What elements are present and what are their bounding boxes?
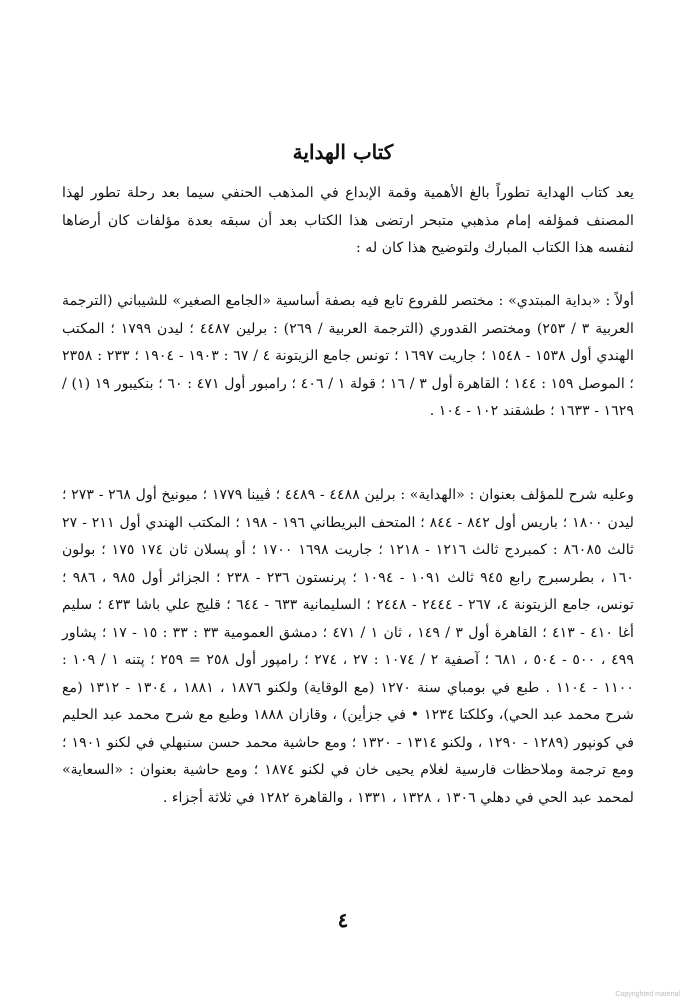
page-number: ٤ [337, 908, 349, 932]
page-title: كتاب الهداية [292, 140, 394, 164]
hidaya-commentary-paragraph: وعليه شرح للمؤلف بعنوان : «الهداية» : برلين ٤٤٨٨ - ٤٤٨٩ ؛ ڤيينا ١٧٧٩ ؛ ميونيخ أول ٢٦٨ - ٢٧٣ ؛ ليدن ١٨٠٠ ؛ باريس أول ٨٤٢ - ٨٤٤ ؛ المتحف البريطاني ١٩٦ - ١٩٨ ؛ المكتب الهندي أول ٢١١ - ٢٧ ثالث ٨٦٠٨٥ : كمبردج ثالث ١٢١٦ - ١٢١٨ ؛ جاريت ١٦٩٨ ١٧٠٠ ؛ أو پسلان ثان ١٧٤ ١٧٥ ؛ بولون ١٦٠ ، بطرسبرج رابع ٩٤٥ ثالث ١٠٩١ - ١٠٩٤ ؛ پرنستون ٢٣٦ - ٢٣٨ ؛ الجزائر أول ٩٨٥ ، ٩٨٦ ؛ تونس، جامع الزيتونة ٤، ٢٦٧ - ٢٤٤٤ - ٢٤٤٨ ؛ السليمانية ٦٣٣ - ٦٤٤ ؛ قليج علي باشا ٤٣٣ ؛ سليم أغا ٤١٠ - ٤١٣ ؛ القاهرة أول ٣ / ١٤٩ ، ثان ١ / ٤٧١ ؛ دمشق العمومية ٣٣ : ٣٣ : ١٥ - ١٧ ؛ پشاور ٤٩٩ ، ٥٠٠ - ٥٠٤ ، ٦٨١ ؛ آصفية ٢ / ١٠٧٤ : ٢٧ ، ٢٧٤ ؛ رامپور أول ٢٥٨ = ٢٥٩ ؛ پتنه ١ / ١٠٩ : ١١٠٠ - ١١٠٤ . طبع في بومباي سنة ١٢٧٠ (مع الوقاية) ولكنو ١٨٧٦ ، ١٨٨١ ، ١٣٠٤ - ١٣١٢ (مع شرح محمد عبد الحي)، وكلكتا ١٢٣٤ • في جزأين) ، وقازان ١٨٨٨ وطبع مع شرح محمد عبد الحليم في كونپور (١٢٨٩ - ١٢٩٠ ، ولكنو ١٣١٤ - ١٣٢٠ ؛ ومع حاشية محمد حسن سنبهلي في لكنو ١٩٠١ ؛ ومع ترجمة وملاحظات فارسية لغلام يحيى خان في لكنو ١٨٧٤ ؛ ومع حاشية بعنوان : «السعاية» لمحمد عبد الحي في دهلي ١٣٠٦ ، ١٣٢٨ ، ١٣٣١ ، والقاهرة ١٢٨٢ في ثلاثة أجزاء . [62, 487, 635, 806]
bidayat-al-mubtadi-paragraph: أولاً : «بداية المبتدي» : مختصر للفروع تابع فيه بصفة أساسية «الجامع الصغير» للشيباني (الترجمة العربية ٣ / ٢٥٣) ومختصر القدوري (الترجمة العربية / ٢٦٩) : برلين ٤٤٨٧ ؛ ليدن ١٧٩٩ ؛ المكتب الهندي أول ١٥٣٨ - ١٥٤٨ ؛ جاريت ١٦٩٧ ؛ تونس جامع الزيتونة ٤ / ٦٧ : ١٩٠٣ - ١٩٠٤ ؛ ٢٣٣ : ٢٣٥٨ ؛ الموصل ١٥٩ : ١٤٤ ؛ القاهرة أول ٣ / ١٦ ؛ قولة ١ / ٤٠٦ ؛ رامبور أول ٤٧١ : ٦٠ ؛ بنكيبور ١٩ (١) / ١٦٢٩ - ١٦٣٣ ؛ طشقند ١٠٢ - ١٠٤ . [62, 293, 634, 419]
intro-paragraph: يعد كتاب الهداية تطوراً بالغ الأهمية وقمة الإبداع في المذهب الحنفي سيما بعد رحلة تطور لهذا المصنف فمؤلفه إمام مذهبي متبحر ارتضى هذا الكتاب بعد أن سبقه بعدة مؤلفات كان أرضاها لنفسه هذا الكتاب المبارك ولتوضيح هذا كان له : [62, 185, 634, 256]
copyright-watermark: Copyrighted material [615, 991, 680, 998]
